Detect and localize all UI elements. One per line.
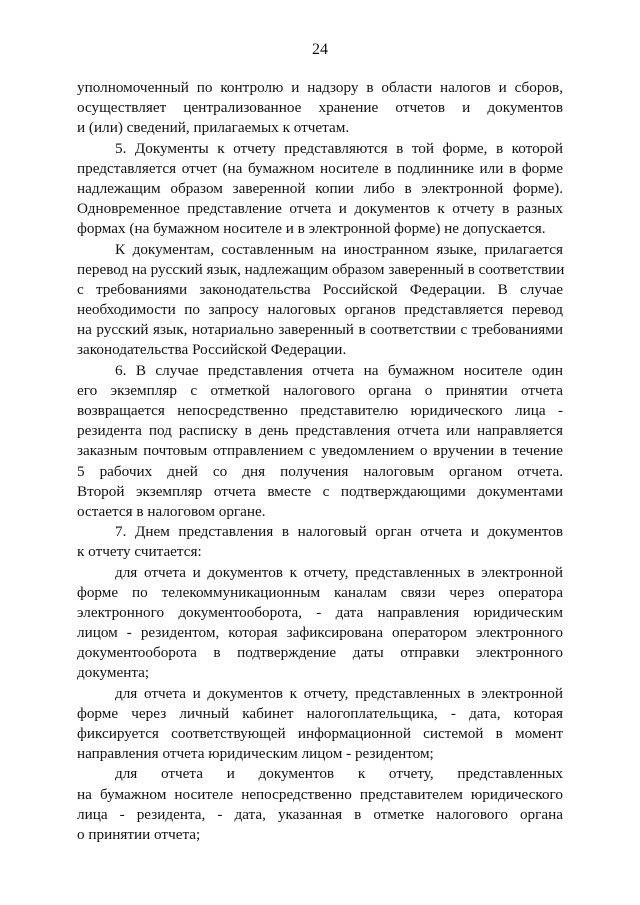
text-line: формах (на бумажном носителе и в электронной форме) не допускается. [77,220,546,238]
text-line: 5 рабочих дней со дня получения налоговым органом отчета. [77,462,563,480]
text-line: с требованиями законодательства Российской Федерации. В случае [77,280,563,298]
text-line: резидента под расписку в день представления отчета или направляется [77,422,563,440]
text-line: надлежащим образом заверенной копии либо в электронной форме). [77,179,563,197]
text-line: для отчета и документов к отчету, представленных в электронной [115,684,563,702]
text-line: и (или) сведений, прилагаемых к отчетам. [77,119,350,137]
text-line: форме по телекоммуникационным каналам связи через оператора [77,583,563,601]
text-line: на бумажном носителе непосредственно представителем юридического [77,785,563,803]
text-line: лицом - резидентом, которая зафиксирована оператором электронного [77,624,563,642]
text-line: возвращается непосредственно представителю юридического лица - [77,402,563,419]
text-line: к отчету считается: [77,543,202,561]
text-line: лица - резидента, - дата, указанная в отметке налогового органа [77,805,563,823]
text-line: осуществляет централизованное хранение отчетов и документов [77,99,563,117]
text-line: фиксируется соответствующей информационной системой в момент [77,725,563,742]
text-line: на русский язык, нотариально заверенный в соответствии с требованиями [77,321,563,339]
text-line: электронного документооборота, - дата направления юридическим [77,603,563,621]
text-line: направления отчета юридическим лицом - резидентом; [77,745,434,763]
text-line: перевод на русский язык, надлежащим образом заверенный в соответствии [77,260,565,278]
text-line: 6. В случае представления отчета на бумажном носителе один [115,361,563,379]
page-number: 24 [312,41,328,58]
text-line: его экземпляр с отметкой налогового органа о принятии отчета [77,381,563,399]
text-line: документа; [77,664,150,682]
text-line: для отчета и документов к отчету, представленных в электронной [115,563,563,581]
text-line: для отчета и документов к отчету, представленных [115,765,563,783]
text-line: документооборота в подтверждение даты отправки электронного [77,644,563,662]
text-line: необходимости по запросу налоговых органов представляется перевод [77,301,563,319]
text-line: заказным почтовым отправлением с уведомлением о вручении в течение [77,442,563,460]
text-line: о принятии отчета; [77,825,201,843]
text-line: 5. Документы к отчету представляются в той форме, в которой [115,139,563,157]
text-line: 7. Днем представления в налоговый орган отчета и документов [115,523,563,541]
text-line: законодательства Российской Федерации. [77,341,347,359]
text-line: остается в налоговом органе. [77,502,266,520]
text-line: К документам, составленным на иностранном языке, прилагается [115,240,563,258]
text-line: Второй экземпляр отчета вместе с подтверждающими документами [77,482,563,500]
text-line: представляется отчет (на бумажном носителе в подлиннике или в форме [77,159,563,177]
text-line: уполномоченный по контролю и надзору в области налогов и сборов, [77,79,563,96]
text-line: форме через личный кабинет налогоплательщика, - дата, которая [77,704,563,722]
text-line: Одновременное представление отчета и документов к отчету в разных [77,200,563,218]
body-text [77,78,563,845]
